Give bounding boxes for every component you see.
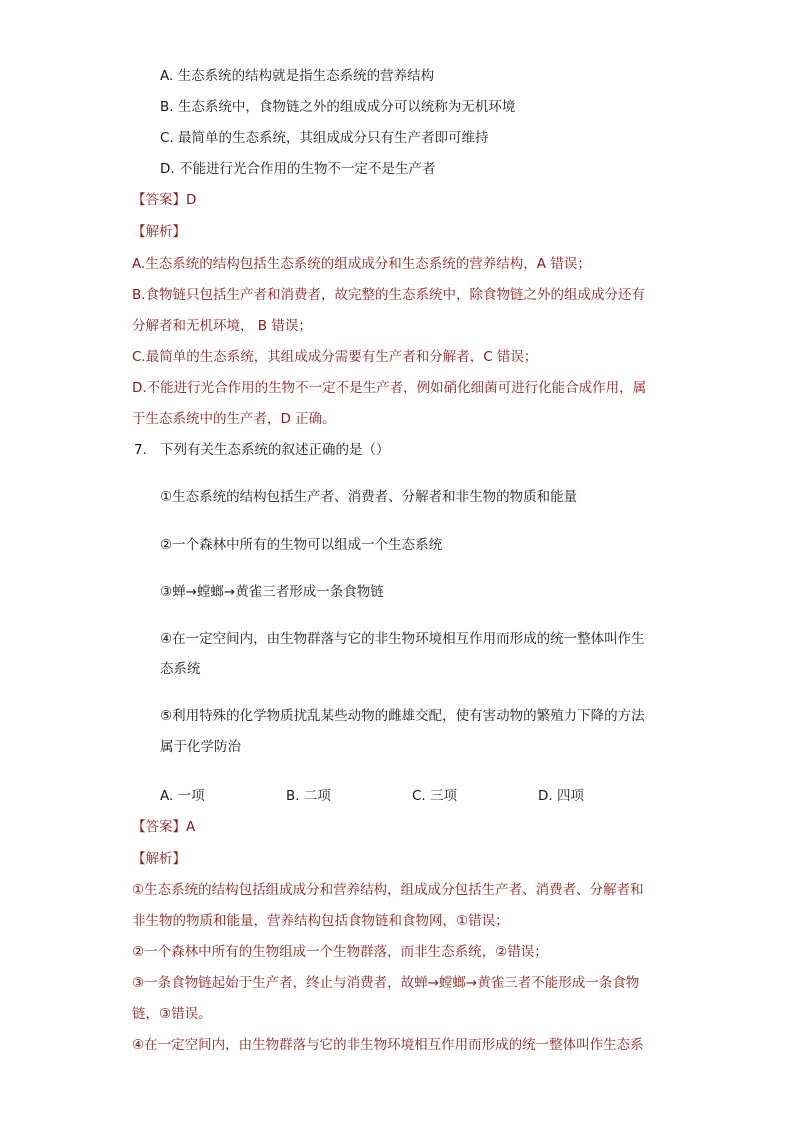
option-d: D. 不能进行光合作用的生物不一定不是生产者 (160, 161, 436, 177)
choice-d: D. 四项 (538, 788, 584, 804)
statement-2: ②一个森林中所有的生物可以组成一个生态系统 (160, 537, 443, 553)
analysis-label: 【解析】 (132, 851, 186, 867)
statement-4: ④在一定空间内，由生物群落与它的非生物环境相互作用而形成的统一整体叫作生 (160, 631, 645, 647)
analysis-line: D.不能进行光合作用的生物不一定不是生产者，例如硝化细菌可进行化能合成作用，属 (132, 380, 647, 396)
analysis-line: 分解者和无机环境， B 错误； (132, 318, 312, 334)
analysis-line: ③一条食物链起始于生产者，终止与消费者，故蝉→螳螂→黄雀三者不能形成一条食物 (132, 975, 640, 991)
answer-label: 【答案】 (132, 192, 186, 208)
analysis-line: ④在一定空间内，由生物群落与它的非生物环境相互作用而形成的统一整体叫作生态系 (132, 1037, 644, 1053)
question-number: 7. (134, 442, 147, 458)
statement-3: ③蝉→螳螂→黄雀三者形成一条食物链 (160, 584, 384, 600)
answer-value: D (186, 192, 197, 208)
answer-value: A (186, 819, 196, 835)
statement-5: ⑤利用特殊的化学物质扰乱某些动物的雌雄交配，使有害动物的繁殖力下降的方法 (160, 708, 645, 724)
answer-row (132, 817, 195, 837)
analysis-line: 非生物的物质和能量，营养结构包括食物链和食物网，①错误； (132, 913, 509, 929)
analysis-line: ①生态系统的结构包括组成成分和营养结构，组成成分包括生产者、消费者、分解者和 (132, 882, 644, 898)
analysis-line: ②一个森林中所有的生物组成一个生物群落，而非生态系统，②错误； (132, 944, 548, 960)
choice-b: B. 二项 (286, 788, 331, 804)
statement-4-cont: 态系统 (160, 661, 201, 677)
statement-5-cont: 属于化学防治 (160, 739, 241, 755)
option-a: A. 生态系统的结构就是指生态系统的营养结构 (160, 68, 435, 84)
analysis-line: 于生态系统中的生产者，D 正确。 (132, 411, 336, 427)
option-b: B. 生态系统中，食物链之外的组成成分可以统称为无机环境 (160, 99, 516, 115)
analysis-line: A.生态系统的结构包括生态系统的组成成分和生态系统的营养结构，A 错误； (132, 256, 591, 272)
statement-1: ①生态系统的结构包括生产者、消费者、分解者和非生物的物质和能量 (160, 489, 578, 505)
analysis-line: 链，③错误。 (132, 1006, 212, 1022)
choice-c: C. 三项 (412, 788, 458, 804)
answer-label: 【答案】 (132, 819, 186, 835)
analysis-label: 【解析】 (132, 224, 186, 240)
answer-row (132, 190, 196, 210)
option-c: C. 最简单的生态系统，其组成成分只有生产者即可维持 (160, 130, 489, 146)
analysis-line: B.食物链只包括生产者和消费者，故完整的生态系统中，除食物链之外的组成成分还有 (132, 287, 646, 303)
choice-a: A. 一项 (160, 788, 205, 804)
analysis-line: C.最简单的生态系统，其组成成分需要有生产者和分解者，C 错误； (132, 349, 538, 365)
question-stem: 下列有关生态系统的叙述正确的是（） (160, 442, 390, 458)
